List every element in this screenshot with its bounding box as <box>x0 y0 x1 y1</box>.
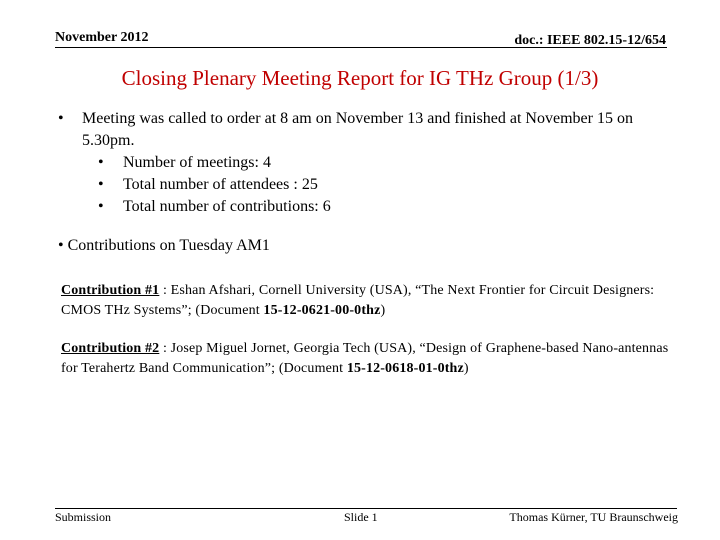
sub-bullet-text: Total number of attendees : 25 <box>123 176 318 193</box>
contributions-heading-text: Contributions on Tuesday AM1 <box>67 237 270 254</box>
header-doc-id: doc.: IEEE 802.15-12/654 <box>514 33 666 48</box>
sub-bullet-attendees <box>58 174 678 196</box>
bullet-contributions-heading <box>58 237 270 255</box>
footer-divider <box>55 508 677 509</box>
bullet-marker: • <box>98 154 104 171</box>
contribution-text: : Eshan Afshari, Cornell University (USA), “The Next Frontier for Circuit Designers: CMOS THz Systems”; (Document <box>61 283 655 318</box>
footer-author: Thomas Kürner, TU Braunschweig <box>509 510 678 524</box>
contribution-label: Contribution #1 <box>61 283 160 298</box>
bullet-marker: • <box>98 176 104 193</box>
contribution-text-end: ) <box>380 303 386 318</box>
bullet-marker: • <box>58 110 64 127</box>
contribution-doc-number: 15-12-0618-01-0thz <box>346 361 464 376</box>
contribution-1 <box>61 281 671 321</box>
footer-submission: Submission <box>55 510 112 524</box>
contribution-text-end: ) <box>463 361 469 376</box>
meeting-text: Meeting was called to order at 8 am on November 13 and finished at November 15 on 5.30pm. <box>82 110 633 149</box>
bullet-marker: • <box>98 198 104 215</box>
sub-bullet-text: Total number of contributions: 6 <box>123 198 331 215</box>
slide-title: Closing Plenary Meeting Report for IG THz Group (1/3) <box>121 66 599 90</box>
bullet-meeting <box>58 108 678 152</box>
sub-bullet-meetings <box>58 152 678 174</box>
footer-slide-number: Slide 1 <box>344 510 378 524</box>
contribution-doc-number: 15-12-0621-00-0thz <box>263 303 381 318</box>
contribution-2 <box>61 339 671 379</box>
contribution-text: : Josep Miguel Jornet, Georgia Tech (USA), “Design of Graphene-based Nano-antennas for Terahertz Band Communication”; (Document <box>61 341 669 376</box>
slide-body <box>58 108 678 218</box>
bullet-marker: • <box>58 237 64 254</box>
sub-bullet-contributions <box>58 196 678 218</box>
header-date: November 2012 <box>55 30 149 45</box>
header-divider <box>55 47 667 48</box>
contribution-label: Contribution #2 <box>61 341 160 356</box>
sub-bullet-text: Number of meetings: 4 <box>123 154 271 171</box>
